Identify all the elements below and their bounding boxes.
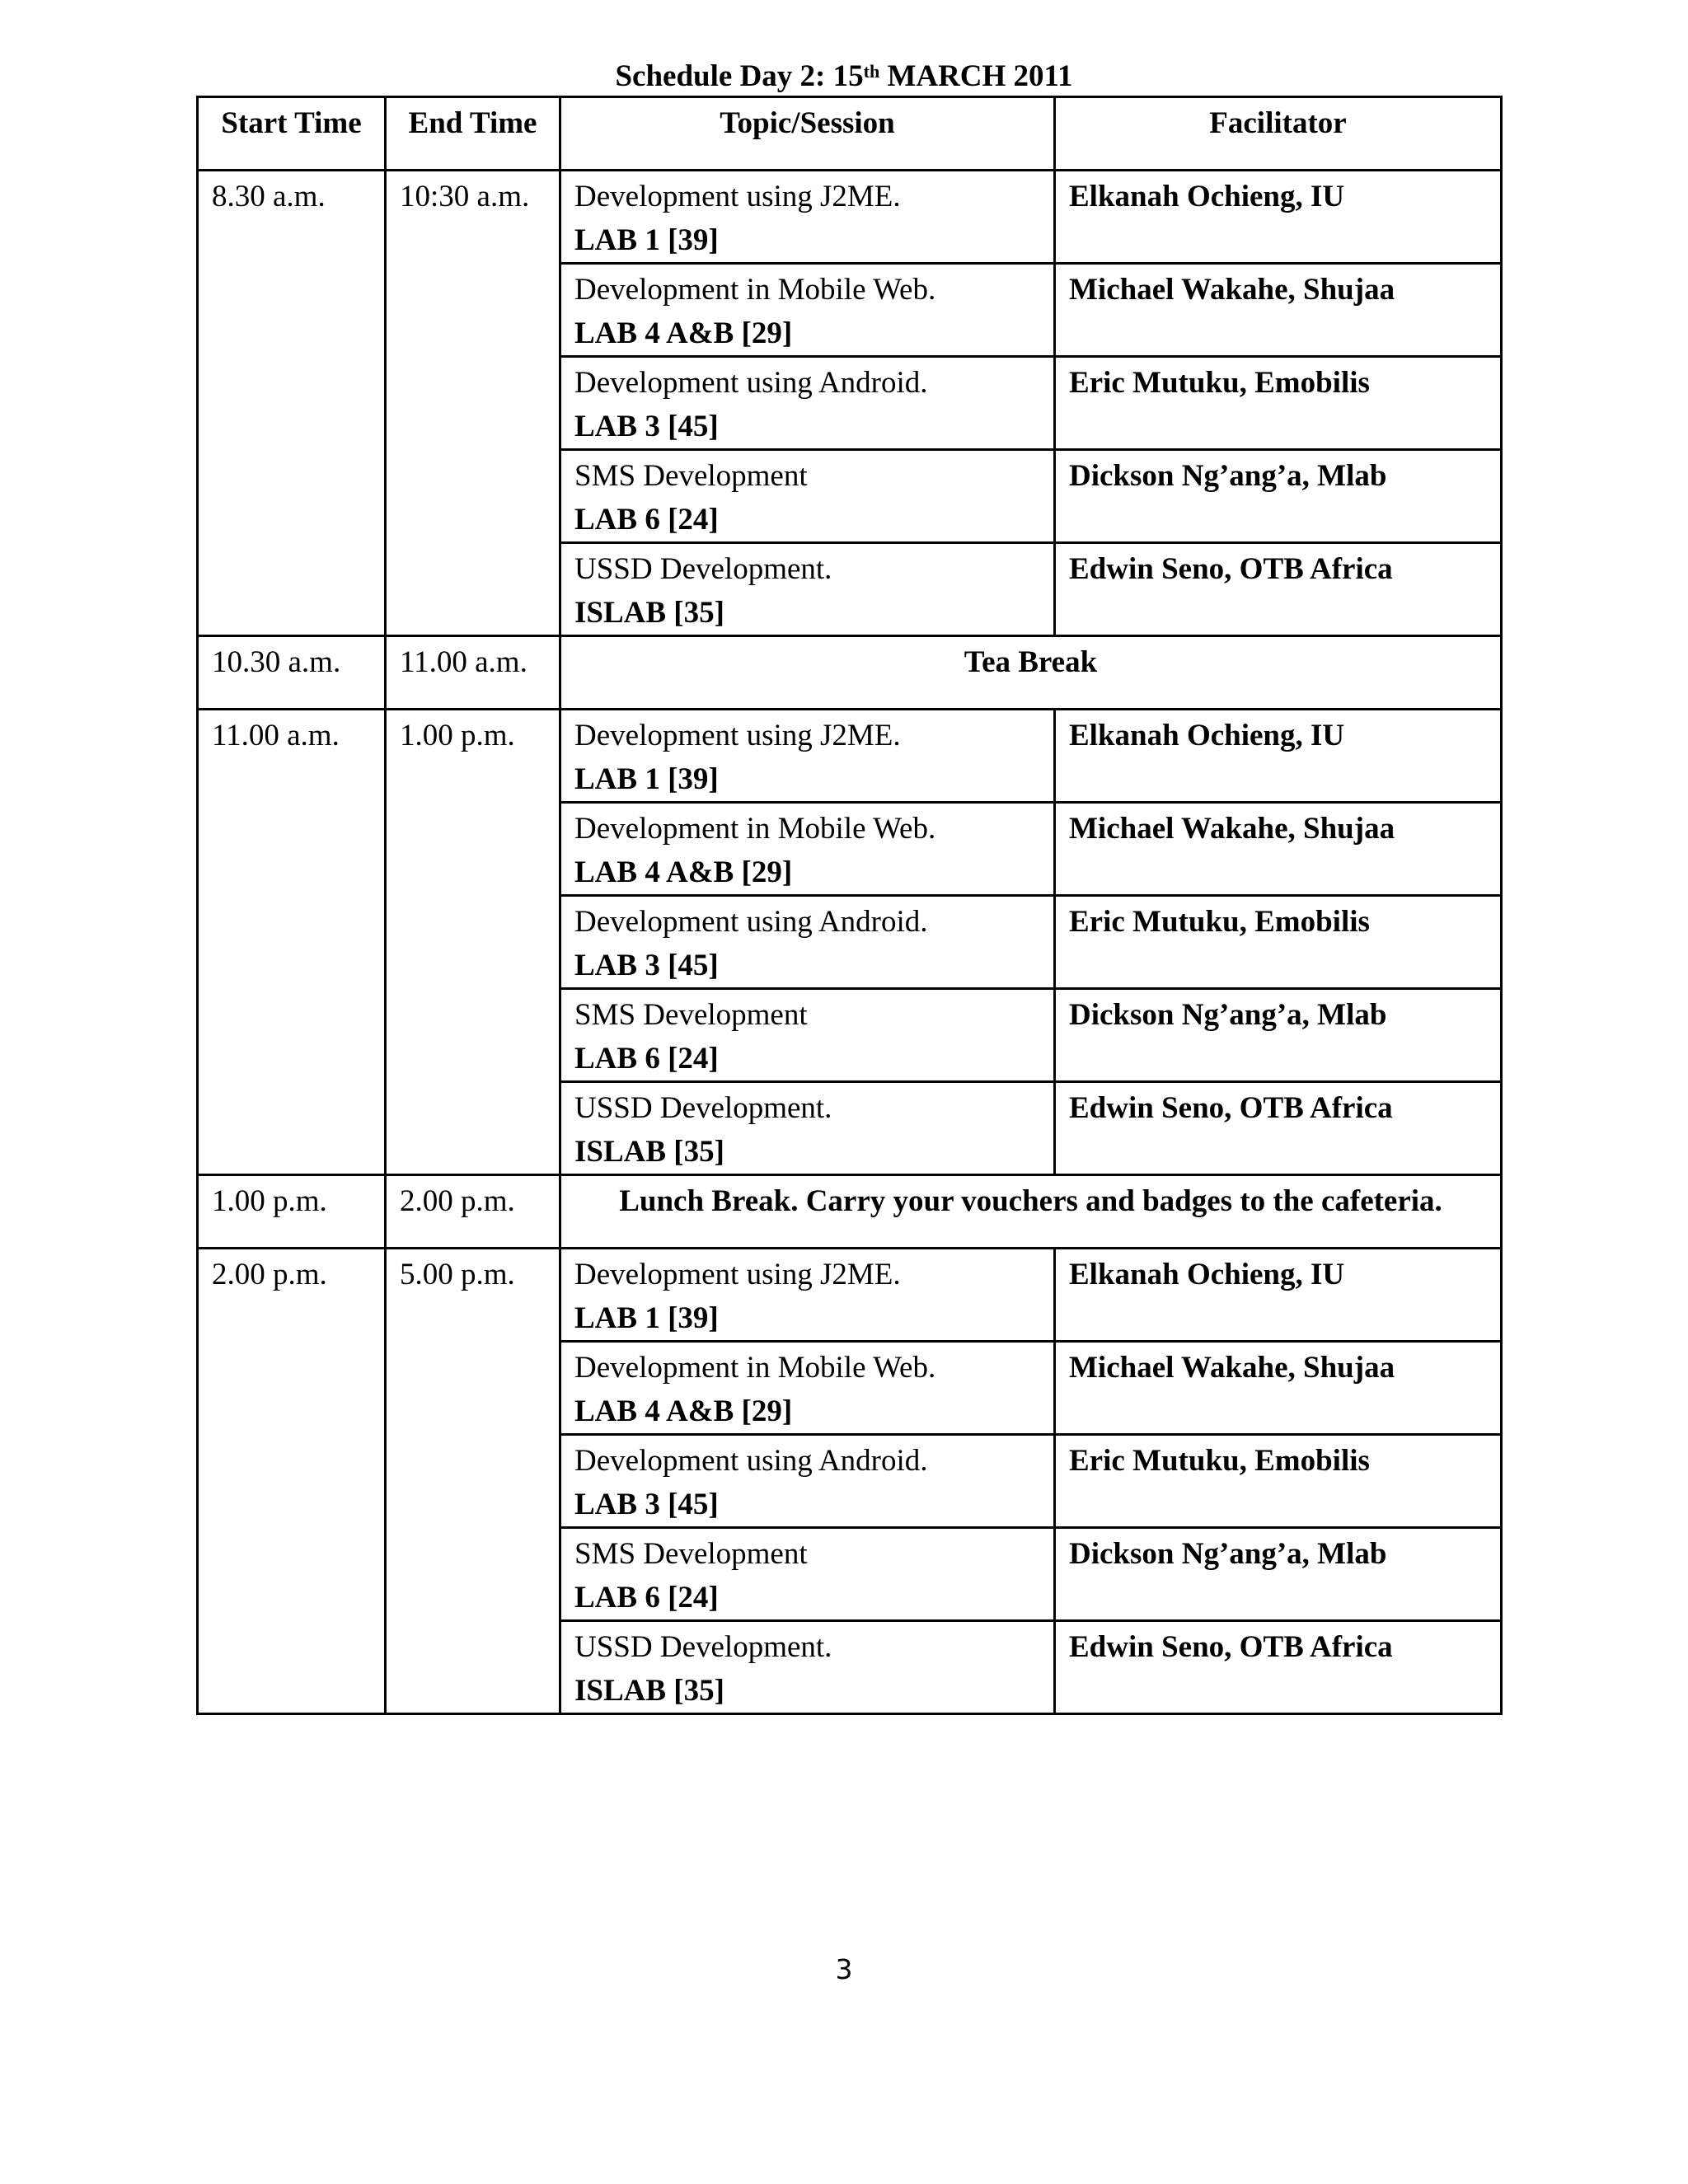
facilitator-cell: Dickson Ng’ang’a, Mlab (1055, 1528, 1502, 1621)
break-label: Tea Break (560, 636, 1502, 710)
topic-name: Development in Mobile Web. (574, 1351, 936, 1385)
lab-label: LAB 6 [24] (574, 503, 719, 537)
title-superscript: th (863, 61, 880, 82)
topic-name: SMS Development (574, 1537, 808, 1571)
end-time-cell: 10:30 a.m. (386, 171, 560, 636)
topic-name: USSD Development. (574, 1630, 832, 1664)
header-facilitator: Facilitator (1055, 97, 1502, 171)
session-row (198, 171, 1502, 264)
topic-name: Development using Android. (574, 1444, 928, 1478)
topic-cell (560, 1528, 1055, 1621)
start-time-cell: 8.30 a.m. (198, 171, 386, 636)
topic-cell (560, 450, 1055, 543)
lab-label: LAB 6 [24] (574, 1581, 719, 1615)
session-row (198, 1249, 1502, 1342)
facilitator-cell: Edwin Seno, OTB Africa (1055, 1082, 1502, 1175)
facilitator-cell: Dickson Ng’ang’a, Mlab (1055, 450, 1502, 543)
lab-label: ISLAB [35] (574, 1135, 724, 1169)
header-row (198, 97, 1502, 171)
title-suffix: MARCH 2011 (879, 59, 1073, 93)
end-time-cell: 11.00 a.m. (386, 636, 560, 710)
topic-name: Development using Android. (574, 366, 928, 400)
topic-name: Development using Android. (574, 905, 928, 939)
facilitator-cell: Michael Wakahe, Shujaa (1055, 264, 1502, 357)
facilitator-cell: Edwin Seno, OTB Africa (1055, 543, 1502, 636)
title-prefix: Schedule Day 2: 15 (615, 59, 864, 93)
header-start-time: Start Time (198, 97, 386, 171)
lab-label: LAB 4 A&B [29] (574, 1394, 793, 1428)
facilitator-cell: Edwin Seno, OTB Africa (1055, 1621, 1502, 1714)
topic-cell (560, 803, 1055, 896)
break-label: Lunch Break. Carry your vouchers and badges to the cafeteria. (560, 1175, 1502, 1249)
lab-label: LAB 3 [45] (574, 410, 719, 443)
facilitator-cell: Elkanah Ochieng, IU (1055, 1249, 1502, 1342)
topic-cell (560, 989, 1055, 1082)
facilitator-cell: Michael Wakahe, Shujaa (1055, 1342, 1502, 1435)
schedule-body (198, 171, 1502, 1714)
topic-name: SMS Development (574, 459, 808, 493)
topic-cell (560, 1342, 1055, 1435)
topic-cell (560, 357, 1055, 450)
header-end-time: End Time (386, 97, 560, 171)
page-number: 3 (835, 1953, 853, 1985)
topic-name: Development in Mobile Web. (574, 273, 936, 307)
lab-label: LAB 1 [39] (574, 762, 719, 796)
lab-label: LAB 4 A&B [29] (574, 316, 793, 350)
facilitator-cell: Eric Mutuku, Emobilis (1055, 357, 1502, 450)
facilitator-cell: Elkanah Ochieng, IU (1055, 710, 1502, 803)
lab-label: LAB 3 [45] (574, 1488, 719, 1521)
end-time-cell: 1.00 p.m. (386, 710, 560, 1175)
facilitator-cell: Dickson Ng’ang’a, Mlab (1055, 989, 1502, 1082)
lab-label: LAB 3 [45] (574, 949, 719, 982)
end-time-cell: 5.00 p.m. (386, 1249, 560, 1714)
topic-name: USSD Development. (574, 552, 832, 586)
facilitator-cell: Elkanah Ochieng, IU (1055, 171, 1502, 264)
start-time-cell: 11.00 a.m. (198, 710, 386, 1175)
break-row (198, 636, 1502, 710)
topic-cell (560, 1435, 1055, 1528)
topic-name: Development using J2ME. (574, 1258, 901, 1291)
start-time-cell: 1.00 p.m. (198, 1175, 386, 1249)
topic-name: SMS Development (574, 998, 808, 1032)
topic-cell (560, 710, 1055, 803)
facilitator-cell: Eric Mutuku, Emobilis (1055, 1435, 1502, 1528)
header-topic-session: Topic/Session (560, 97, 1055, 171)
lab-label: LAB 1 [39] (574, 1301, 719, 1335)
topic-cell (560, 171, 1055, 264)
lab-label: LAB 4 A&B [29] (574, 855, 793, 889)
topic-cell (560, 1249, 1055, 1342)
page-title (0, 58, 1688, 96)
topic-name: Development in Mobile Web. (574, 812, 936, 846)
lab-label: LAB 6 [24] (574, 1042, 719, 1076)
break-row (198, 1175, 1502, 1249)
session-row (198, 710, 1502, 803)
topic-cell (560, 1082, 1055, 1175)
topic-name: USSD Development. (574, 1091, 832, 1125)
topic-cell (560, 1621, 1055, 1714)
start-time-cell: 10.30 a.m. (198, 636, 386, 710)
topic-name: Development using J2ME. (574, 719, 901, 752)
schedule-table (196, 96, 1503, 1715)
start-time-cell: 2.00 p.m. (198, 1249, 386, 1714)
topic-name: Development using J2ME. (574, 180, 901, 213)
facilitator-cell: Michael Wakahe, Shujaa (1055, 803, 1502, 896)
topic-cell (560, 896, 1055, 989)
facilitator-cell: Eric Mutuku, Emobilis (1055, 896, 1502, 989)
topic-cell (560, 264, 1055, 357)
end-time-cell: 2.00 p.m. (386, 1175, 560, 1249)
lab-label: ISLAB [35] (574, 596, 724, 630)
topic-cell (560, 543, 1055, 636)
lab-label: ISLAB [35] (574, 1674, 724, 1708)
lab-label: LAB 1 [39] (574, 223, 719, 257)
